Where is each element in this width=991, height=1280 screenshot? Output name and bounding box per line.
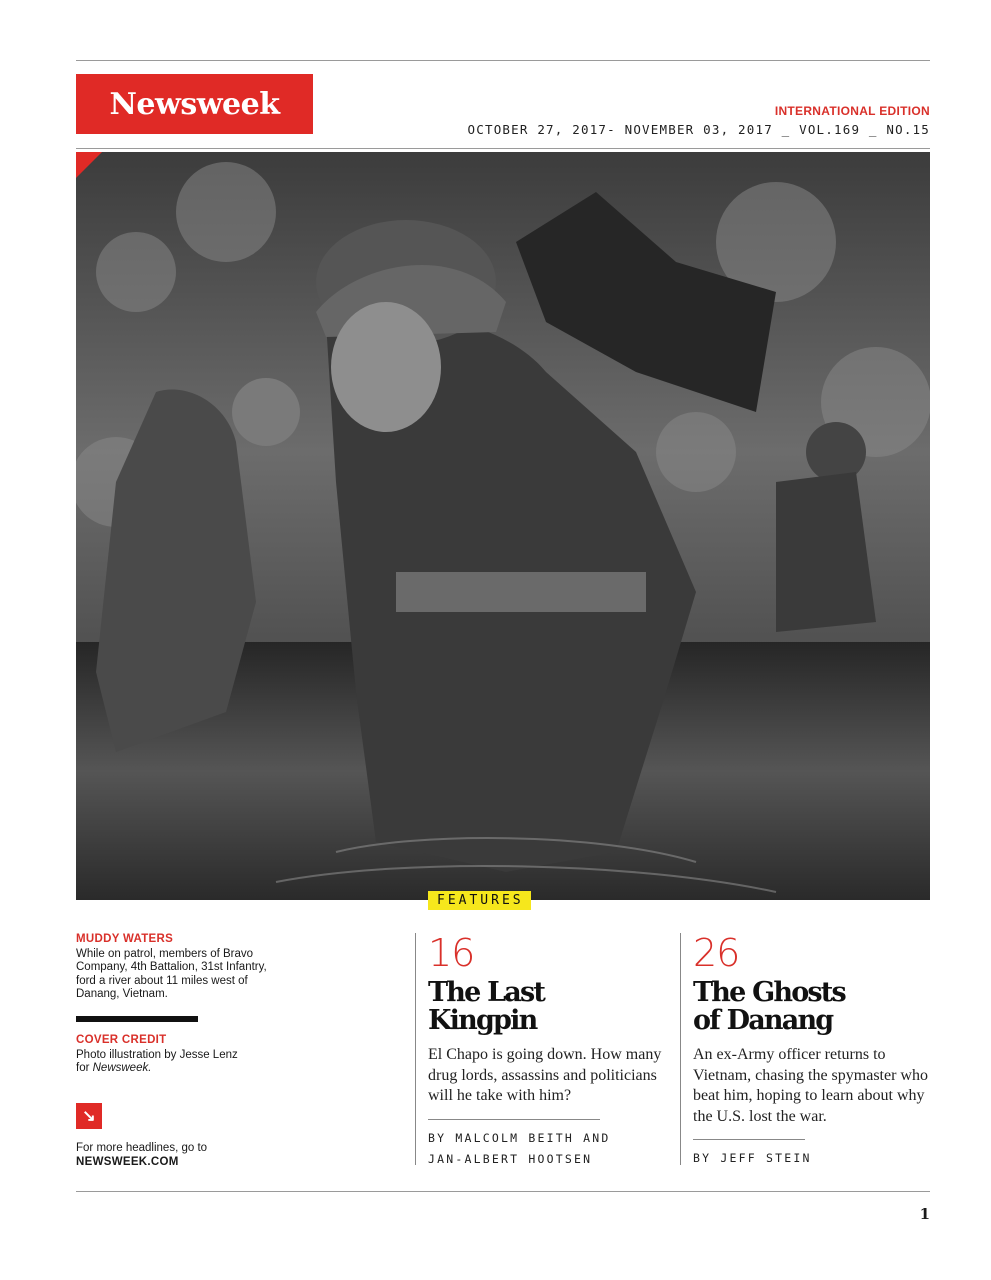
byline-rule — [428, 1119, 600, 1120]
feature-divider-2 — [680, 933, 681, 1165]
page-number: 1 — [919, 1205, 930, 1223]
feature-title-line: Kingpin — [428, 1005, 537, 1036]
sidebar-divider — [76, 1016, 198, 1022]
logo-text: Newsweek — [109, 86, 280, 122]
feature-page-number: 26 — [693, 931, 740, 975]
newsweek-link[interactable]: NEWSWEEK.COM — [76, 1156, 179, 1168]
feature-title-line: of Danang — [693, 1005, 833, 1036]
cover-credit — [76, 1034, 276, 1076]
feature-description: El Chapo is going down. How many drug lords, assassins and politicians will he take with him? — [428, 1046, 662, 1104]
feature-divider-1 — [415, 933, 416, 1165]
photo-illustration — [76, 152, 930, 900]
credit-name: Jesse Lenz — [179, 1048, 238, 1061]
cover-photo — [76, 152, 930, 900]
cover-credit-title: COVER CREDIT — [76, 1034, 167, 1046]
photo-caption-title: MUDDY WATERS — [76, 933, 174, 945]
more-headlines — [76, 1141, 207, 1169]
feature-title-line: The Ghosts — [693, 977, 845, 1008]
feature-item[interactable] — [693, 933, 930, 1169]
byline-line: BY JEFF STEIN — [693, 1151, 812, 1165]
feature-title — [428, 979, 673, 1035]
more-headlines-text: For more headlines, go to — [76, 1142, 208, 1154]
feature-page-number: 16 — [428, 931, 475, 975]
feature-description: An ex-Army officer returns to Vietnam, chasing the spymaster who beat him, hoping to learn about why the U.S. lost the war. — [693, 1046, 928, 1125]
credit-mid: for — [76, 1062, 93, 1074]
issue-date-volume: OCTOBER 27, 2017- NOVEMBER 03, 2017 _ VOL.169 _ NO.15 — [467, 122, 930, 137]
credit-publication: Newsweek. — [92, 1062, 152, 1074]
feature-byline — [428, 1128, 673, 1170]
bottom-rule — [76, 1191, 930, 1192]
top-rule — [76, 60, 930, 61]
feature-byline — [693, 1148, 930, 1169]
corner-triangle — [76, 152, 102, 178]
feature-item[interactable] — [428, 933, 673, 1170]
photo-caption-text: While on patrol, members of Bravo Company, 4th Battalion, 31st Infantry, ford a river about 11 miles west of Danang, Vietnam. — [76, 947, 267, 1000]
feature-title — [693, 979, 930, 1035]
byline-rule — [693, 1139, 805, 1140]
features-tag: FEATURES — [428, 891, 531, 910]
header-rule — [76, 148, 930, 149]
credit-prefix: Photo illustration by — [76, 1048, 180, 1061]
edition-label: INTERNATIONAL EDITION — [774, 104, 930, 118]
byline-line: BY MALCOLM BEITH AND — [428, 1130, 611, 1145]
feature-title-line: The Last — [428, 977, 545, 1008]
arrow-down-right-icon[interactable]: ↘ — [76, 1103, 102, 1129]
newsweek-logo[interactable] — [76, 74, 313, 134]
cover-credit-text — [76, 1049, 276, 1076]
photo-caption — [76, 933, 276, 1002]
byline-line: JAN-ALBERT HOOTSEN — [428, 1151, 593, 1166]
